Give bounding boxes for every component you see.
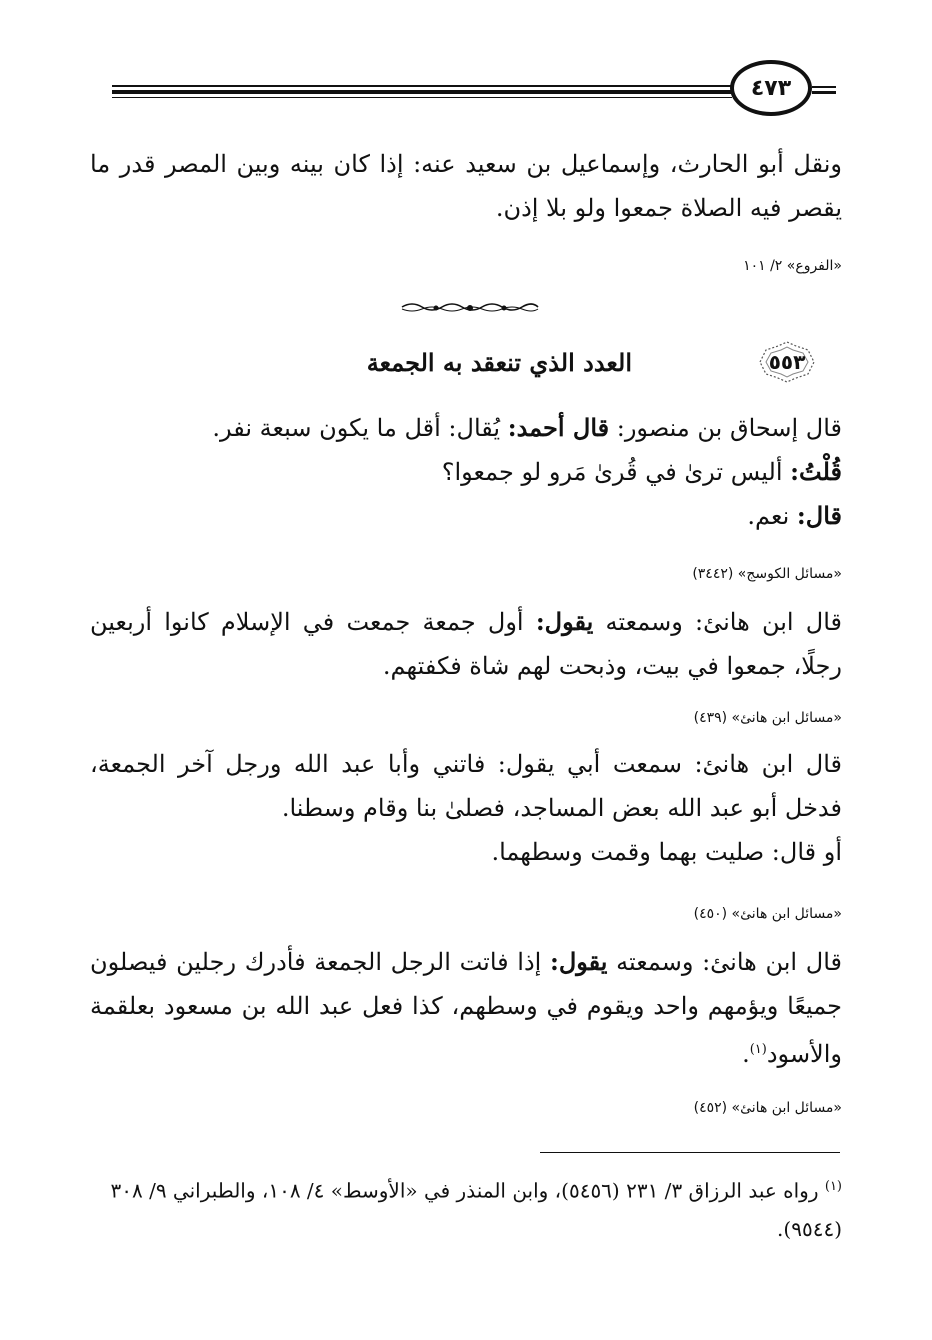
header-rule-tail <box>812 86 836 96</box>
para2-line2-post: أليس ترىٰ في قُرىٰ مَرو لو جمعوا؟ <box>441 458 791 486</box>
para5-bold: يقول: <box>549 947 608 976</box>
source-ref-4: «مسائل ابن هانئ» (٤٥٠) <box>693 906 842 922</box>
source-ref-1: «الفروع» ٢/ ١٠١ <box>743 258 842 274</box>
source-ref-3: «مسائل ابن هانئ» (٤٣٩) <box>693 710 842 726</box>
ornament-divider-icon <box>400 300 540 314</box>
para5-pre: قال ابن هانئ: وسمعته <box>607 948 842 976</box>
source-ref-5: «مسائل ابن هانئ» (٤٥٢) <box>693 1100 842 1116</box>
header-rule <box>112 85 732 99</box>
section-title: العدد الذي تنعقد به الجمعة <box>366 348 632 377</box>
para5-end: . <box>742 1040 750 1068</box>
para3-pre: قال ابن هانئ: وسمعته <box>593 608 843 636</box>
page-number: ٤٧٣ <box>730 60 812 116</box>
source-ref-2: «مسائل الكوسج» (٣٤٤٢) <box>692 566 842 582</box>
para2-line1-pre: قال إسحاق بن منصور: <box>609 414 842 442</box>
footnote-rule <box>540 1152 840 1153</box>
para3-post: أول جمعة جمعت في الإسلام كانوا أربعين رجلًا، جمعوا في بيت، وذبحت لهم شاة فكفتهم. <box>90 608 842 680</box>
para4-line1: قال ابن هانئ: سمعت أبي يقول: فاتني وأبا عبد الله ورجل آخر الجمعة، فدخل أبو عبد الله بعض المساجد، فصلىٰ بنا وقام وسطنا. <box>90 750 842 822</box>
footnote-text: رواه عبد الرزاق ٣/ ٢٣١ (٥٤٥٦)، وابن المنذر في «الأوسط» ٤/ ١٠٨، والطبراني ٩/ ٣٠٨ (٩٥٤٤). <box>110 1178 842 1241</box>
paragraph-1: ونقل أبو الحارث، وإسماعيل بن سعيد عنه: إذا كان بينه وبين المصر قدر ما يقصر فيه الصلاة جمعوا ولو بلا إذن. <box>90 150 842 222</box>
paragraph-3 <box>90 600 842 688</box>
para5-post: إذا فاتت الرجل الجمعة فأدرك رجلين فيصلون جميعًا ويؤمهم واحد ويقوم في وسطهم، كذا فعل عبد الله بن مسعود بعلقمة والأسود <box>90 948 842 1068</box>
para4-line2: أو قال: صليت بهما وقمت وسطهما. <box>491 838 842 866</box>
paragraph-2 <box>90 406 842 538</box>
para2-line2-bold: قُلْتُ: <box>790 457 842 486</box>
para2-line1-bold: قال أحمد: <box>507 413 610 442</box>
para3-bold: يقول: <box>535 607 594 636</box>
section-number-badge <box>752 340 822 384</box>
footnote-reference[interactable]: (١) <box>749 1042 767 1057</box>
footnote-marker: (١) <box>824 1179 842 1194</box>
paragraph-4 <box>90 742 842 874</box>
paragraph-5 <box>90 940 842 1076</box>
para2-line1-post: يُقال: أقل ما يكون سبعة نفر. <box>212 414 508 442</box>
section-number: ٥٥٣ <box>768 350 806 374</box>
para2-line3-bold: قال: <box>796 501 842 530</box>
footnote <box>90 1168 842 1248</box>
para2-line3-post: نعم. <box>747 502 797 530</box>
